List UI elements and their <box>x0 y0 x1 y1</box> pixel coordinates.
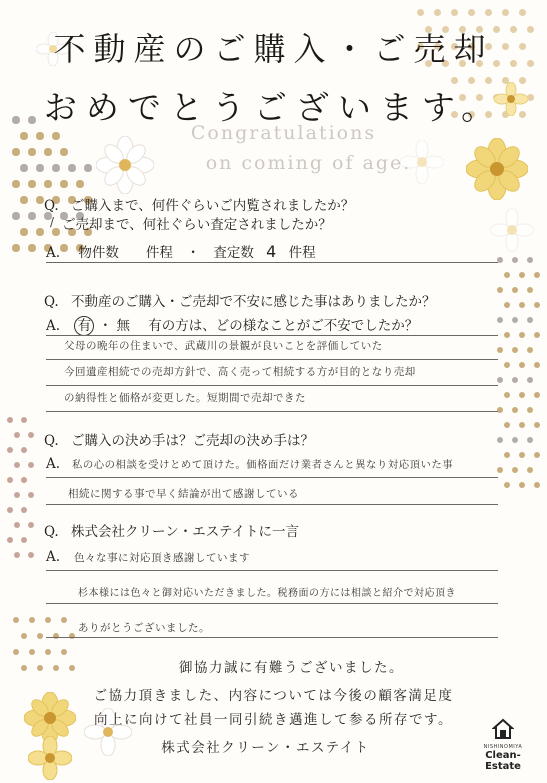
answer-line <box>46 637 498 638</box>
decorative-dot <box>21 417 27 423</box>
decorative-dot <box>519 302 525 308</box>
decorative-dot <box>14 492 20 498</box>
decorative-dot <box>13 617 20 624</box>
answer-text: 物件数 件程 ・ 査定数 <box>78 245 254 261</box>
decorative-dot <box>519 332 525 338</box>
decorative-dot <box>36 228 43 235</box>
answer-line <box>46 477 498 478</box>
english-subheading: on coming of age. <box>205 152 412 174</box>
pale-flower-icon <box>490 208 534 252</box>
decorative-dot <box>504 422 510 428</box>
decorative-dot <box>519 422 525 428</box>
decorative-dot <box>417 9 424 16</box>
handwritten-answer: の納得性と価格が変更した。短期間で売却できた <box>64 392 306 404</box>
decorative-dot <box>28 492 34 498</box>
decorative-dot <box>7 477 13 483</box>
question-1-line2 <box>50 213 332 233</box>
decorative-dot <box>7 507 13 513</box>
decorative-dot <box>512 437 518 443</box>
question-mark: Q. <box>44 294 59 310</box>
decorative-dot <box>13 649 20 656</box>
decorative-dot <box>519 392 525 398</box>
decorative-dot <box>527 347 533 353</box>
handwritten-answer: 相続に関する事で早く結論が出て感謝している <box>68 488 299 500</box>
decorative-dot <box>497 347 503 353</box>
decorative-dot <box>37 633 44 640</box>
decorative-dot <box>61 649 68 656</box>
decorative-dot <box>60 180 67 187</box>
question-text: 株式会社クリーン・エステイトに一言 <box>70 524 299 540</box>
choice-yes-circled: 有 <box>74 316 94 336</box>
decorative-dot <box>534 362 540 368</box>
decorative-dot <box>14 552 20 558</box>
decorative-dot <box>20 196 27 203</box>
decorative-dot <box>527 257 533 263</box>
question-text: ご購入の決め手は？ご売却の決め手は？ <box>70 433 314 449</box>
question-mark: Q. <box>44 433 59 449</box>
house-logo-icon <box>492 718 514 740</box>
decorative-dot <box>20 228 27 235</box>
decorative-dot <box>29 649 36 656</box>
decorative-dot <box>497 437 503 443</box>
english-heading: Congratulations <box>190 122 377 144</box>
answer-line <box>46 359 498 360</box>
decorative-dot <box>534 392 540 398</box>
question-2 <box>44 290 435 310</box>
decorative-dot <box>44 180 51 187</box>
decorative-dot <box>21 447 27 453</box>
answer-line <box>46 603 498 604</box>
logo-name: Clean-Estate <box>485 750 521 772</box>
decorative-dot <box>497 377 503 383</box>
decorative-dot <box>28 552 34 558</box>
decorative-dot <box>527 377 533 383</box>
decorative-dot <box>527 467 533 473</box>
handwritten-answer: 色々な事に対応頂き感謝しています <box>74 552 250 564</box>
answer-line <box>46 335 498 336</box>
answer-mark: A. <box>46 245 61 261</box>
decorative-dot <box>519 362 525 368</box>
decorative-dot <box>28 432 34 438</box>
decorative-dot <box>20 164 27 171</box>
decorative-dot <box>519 482 525 488</box>
decorative-dot <box>451 9 458 16</box>
decorative-dot <box>29 617 36 624</box>
question-text: 不動産のご購入・ご売却で不安に感じた事はありましたか？ <box>70 294 436 310</box>
answer-line <box>46 570 498 571</box>
decorative-dot <box>76 180 83 187</box>
decorative-dot <box>14 432 20 438</box>
decorative-dot <box>21 477 27 483</box>
answer-suffix: 件程 <box>288 245 316 261</box>
decorative-dot <box>534 422 540 428</box>
decorative-dot <box>527 437 533 443</box>
decorative-dot <box>504 302 510 308</box>
decorative-dot <box>12 148 19 155</box>
decorative-dot <box>519 9 526 16</box>
answer-3 <box>46 456 60 472</box>
answer-count: 4 <box>266 242 277 261</box>
question-1 <box>44 194 354 214</box>
question-4 <box>44 520 299 540</box>
decorative-dot <box>504 482 510 488</box>
decorative-dot <box>485 9 492 16</box>
question-3 <box>44 429 314 449</box>
choice-separator: ・ <box>98 318 113 334</box>
decorative-dot <box>534 332 540 338</box>
decorative-dot <box>61 617 68 624</box>
company-name: 株式会社クリーン・エステイト <box>161 740 370 756</box>
decorative-dot <box>504 272 510 278</box>
answer-line <box>46 262 498 263</box>
question-mark: Q. <box>44 198 59 214</box>
decorative-dot <box>519 272 525 278</box>
decorative-dot <box>534 302 540 308</box>
decorative-dot <box>21 633 28 640</box>
decorative-dot <box>28 522 34 528</box>
company-logo <box>470 718 536 772</box>
choice-no: 無 <box>116 318 130 334</box>
answer-4 <box>46 549 60 565</box>
decorative-dot <box>28 462 34 468</box>
decorative-dot <box>504 362 510 368</box>
footer-note: ご協力頂きました、内容については今後の顧客満足度 <box>93 688 454 704</box>
decorative-dot <box>14 462 20 468</box>
decorative-dot <box>7 417 13 423</box>
decorative-dot <box>512 287 518 293</box>
logo-small-text: NISHINOMIYA <box>483 744 523 750</box>
handwritten-answer: ありがとうございました。 <box>78 622 210 634</box>
decorative-dot <box>497 287 503 293</box>
answer-mark: A. <box>46 456 61 472</box>
decorative-dot <box>468 9 475 16</box>
decorative-dot <box>497 317 503 323</box>
answer-line <box>46 411 498 412</box>
decorative-dot <box>527 287 533 293</box>
decorative-dot <box>7 537 13 543</box>
decorative-dot <box>7 447 13 453</box>
decorative-dot <box>512 407 518 413</box>
decorative-dot <box>512 467 518 473</box>
decorative-dot <box>527 407 533 413</box>
decorative-dot <box>28 180 35 187</box>
decorative-dot <box>28 212 35 219</box>
thanks-message: 御協力誠に有難うございました。 <box>179 660 404 676</box>
decorative-dot <box>497 467 503 473</box>
decorative-dot <box>21 537 27 543</box>
handwritten-answer: 父母の晩年の住まいで、武蔵川の景観が良いことを評価していた <box>64 340 383 352</box>
answer-mark: A. <box>46 549 61 565</box>
decorative-dot <box>45 617 52 624</box>
decorative-dot <box>497 407 503 413</box>
handwritten-answer: 杉本様には色々と御対応いただきました。税務面の方には相談と紹介で対応頂き <box>78 588 456 599</box>
decorative-dot <box>512 347 518 353</box>
decorative-dot <box>12 244 19 251</box>
decorative-dot <box>45 649 52 656</box>
answer-1 <box>46 241 316 261</box>
answer-line <box>46 385 498 386</box>
decorative-dot <box>502 9 509 16</box>
decorative-dot <box>504 452 510 458</box>
decorative-dot <box>504 392 510 398</box>
decorative-dot <box>434 9 441 16</box>
decorative-dot <box>12 180 19 187</box>
question-text: ご売却まで、何社ぐらい査定されましたか？ <box>62 217 332 233</box>
decorative-dot <box>512 377 518 383</box>
page-title: 不動産のご購入・ご売却 <box>53 30 494 68</box>
decorative-dot <box>53 633 60 640</box>
decorative-dot <box>52 228 59 235</box>
handwritten-answer: 私の心の相談を受けとめて頂けた。価格面だけ業者さんと異なり対応頂いた事 <box>72 459 454 471</box>
decorative-dot <box>534 482 540 488</box>
question-text: ご購入まで、何件ぐらいご内覧されましたか？ <box>70 198 355 214</box>
decorative-dot <box>28 244 35 251</box>
check-mark-icon: / <box>50 215 55 229</box>
footer-note: 向上に向けて社員一同引続き邁進して参る所存です。 <box>94 712 453 728</box>
decorative-dot <box>21 507 27 513</box>
decorative-dot <box>14 522 20 528</box>
answer-prompt: 有の方は、どの様なことがご不安でしたか？ <box>148 318 419 334</box>
decorative-dot <box>527 317 533 323</box>
answer-mark: A. <box>46 318 61 334</box>
answer-2 <box>46 314 418 336</box>
decorative-dot <box>512 257 518 263</box>
decorative-dot <box>534 452 540 458</box>
answer-line <box>46 504 498 505</box>
decorative-dot <box>534 272 540 278</box>
question-mark: Q. <box>44 524 59 540</box>
handwritten-answer: 今回遺産相続での売却方針で、高く売って相続する方が目的となり売却 <box>64 366 416 378</box>
decorative-dot <box>12 212 19 219</box>
page-subtitle: おめでとうございます。 <box>43 88 504 127</box>
decorative-dot <box>36 196 43 203</box>
decorative-dot <box>504 332 510 338</box>
decorative-dot <box>69 633 76 640</box>
decorative-dot <box>519 452 525 458</box>
decorative-dot <box>512 317 518 323</box>
